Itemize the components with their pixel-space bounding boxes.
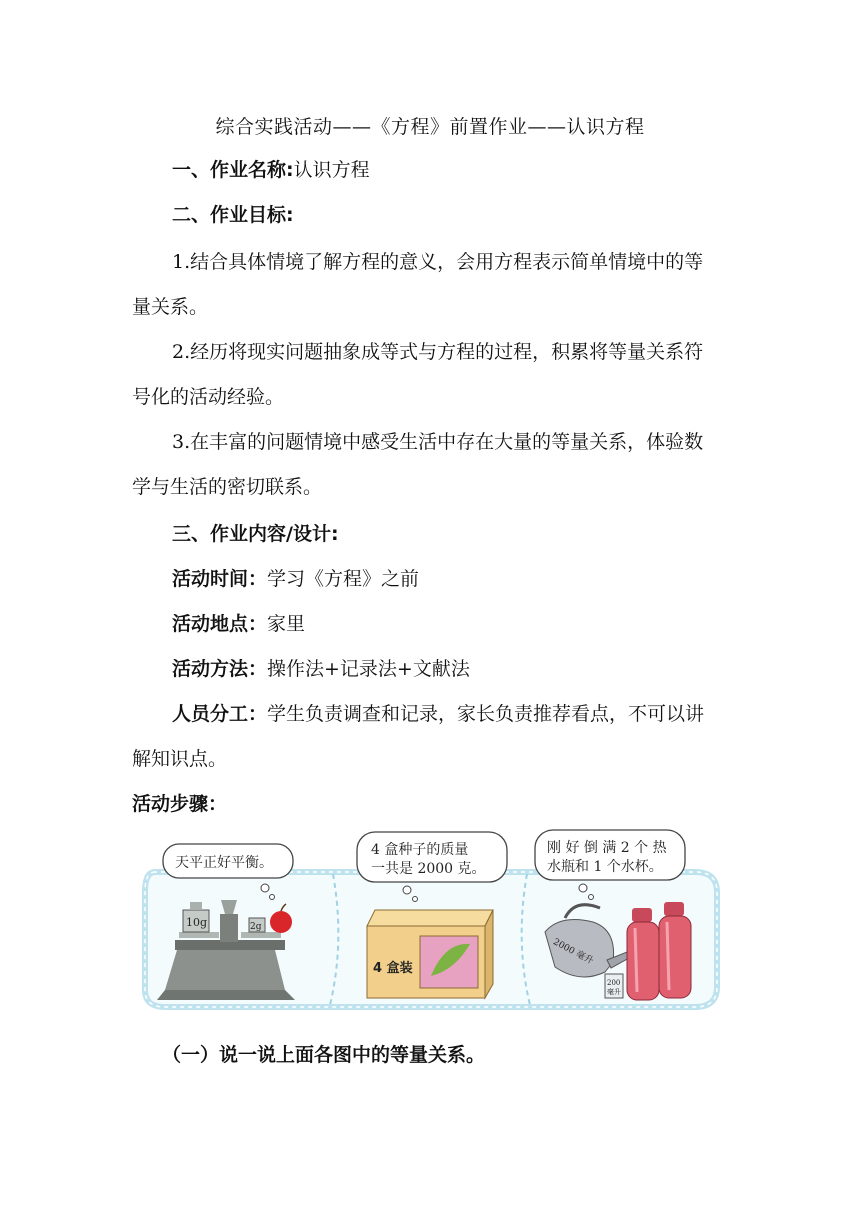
- activity-method: [132, 647, 772, 691]
- staff-division: [132, 692, 772, 736]
- section-2-label: 二、作业目标:: [172, 204, 294, 226]
- bubble-1-text: 天平正好平衡。: [175, 855, 273, 871]
- section-1: [132, 148, 732, 192]
- equality-illustration: [135, 822, 725, 1022]
- seed-box: [367, 910, 493, 998]
- weight-10g-label: 10g: [186, 916, 208, 929]
- document-title: 综合实践活动——《方程》前置作业——认识方程: [215, 116, 645, 138]
- bubble-3-line-b: 水瓶和 1 个水杯。: [547, 859, 663, 875]
- goal-3-line-a: 3.在丰富的问题情境中感受生活中存在大量的等量关系，体验数: [172, 431, 704, 453]
- activity-time-label: 活动时间：: [172, 568, 268, 590]
- weight-2g-label: 2g: [250, 922, 262, 932]
- box-label: 4 盒装: [373, 961, 413, 976]
- goal-2-line-b: 号化的活动经验。: [132, 386, 285, 408]
- bubble-3-line-a: 刚 好 倒 满 2 个 热: [547, 840, 667, 856]
- activity-time: [132, 557, 772, 601]
- activity-time-value: 学习《方程》之前: [267, 568, 420, 590]
- activity-method-label: 活动方法：: [172, 658, 268, 680]
- activity-place-value: 家里: [267, 613, 306, 635]
- section-3-label: 三、作业内容/设计:: [172, 523, 339, 545]
- goal-1-line-a: 1.结合具体情境了解方程的意义，会用方程表示简单情境中的等: [172, 251, 704, 273]
- goal-3-line-b: 学与生活的密切联系。: [132, 476, 323, 498]
- cup-label-a: 200: [607, 979, 621, 987]
- activity-place-label: 活动地点：: [172, 613, 268, 635]
- apple-icon: [270, 911, 292, 933]
- bubble-2-line-b: 一共是 2000 克。: [371, 861, 486, 877]
- goal-1: [132, 240, 732, 284]
- staff-division-value: 学生负责调查和记录，家长负责推荐看点，不可以讲: [267, 703, 705, 725]
- goal-1-line-b: 量关系。: [132, 296, 209, 318]
- bubble-2-line-a: 4 盒种子的质量: [371, 842, 469, 858]
- staff-division-line-b: 解知识点。: [132, 748, 228, 770]
- goal-2-line-a: 2.经历将现实问题抽象成等式与方程的过程，积累将等量关系符: [172, 341, 704, 363]
- cup-icon: [605, 974, 623, 998]
- activity-place: [132, 602, 772, 646]
- steps-label: 活动步骤：: [132, 793, 228, 815]
- question-1: （一）说一说上面各图中的等量关系。: [162, 1044, 486, 1066]
- activity-method-value: 操作法+记录法+文献法: [267, 658, 470, 680]
- section-1-value: 认识方程: [293, 159, 370, 181]
- section-1-label: 一、作业名称:: [172, 159, 294, 181]
- cup-label-b: 毫升: [607, 988, 621, 996]
- staff-division-label: 人员分工：: [172, 703, 268, 725]
- kettle-label: 2000 毫升: [551, 937, 595, 967]
